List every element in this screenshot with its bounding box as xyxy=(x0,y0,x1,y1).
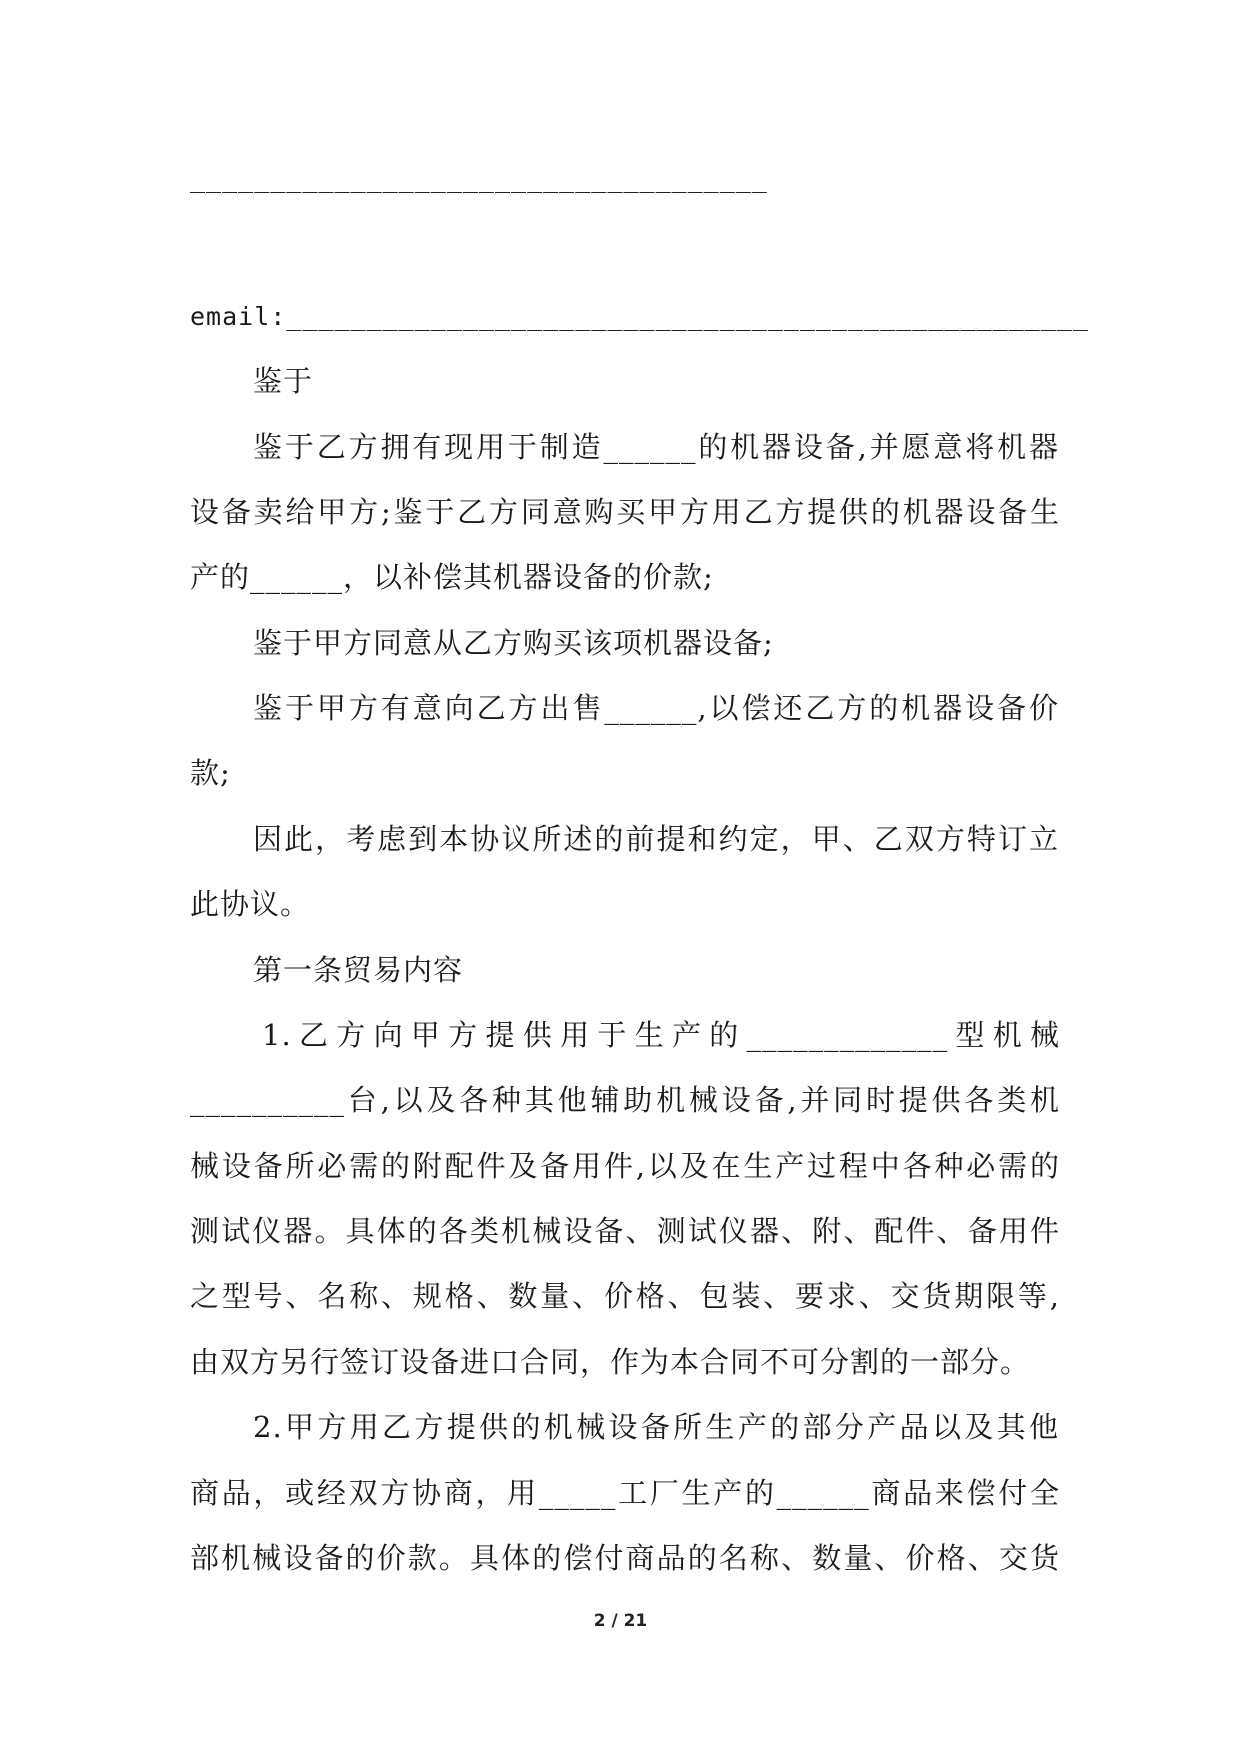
section-heading-article-1: 第一条贸易内容 xyxy=(253,953,464,987)
clause-2-line: 商品，或经双方协商，用_____工厂生产的______商品来偿付全 xyxy=(190,1476,1060,1510)
email-line: email:__________________________________________________ xyxy=(190,302,1089,331)
clause-1-line: 械设备所必需的附配件及备用件,以及在生产过程中各种必需的 xyxy=(190,1149,1060,1183)
clause-1-line: 由双方另行签订设备进口合同，作为本合同不可分割的一部分。 xyxy=(190,1345,1031,1379)
clause-2-line: 部机械设备的价款。具体的偿付商品的名称、数量、价格、交货 xyxy=(190,1541,1060,1575)
clause-1-line: 测试仪器。具体的各类机械设备、测试仪器、附、配件、备用件 xyxy=(190,1214,1060,1248)
page-number: 2 / 21 xyxy=(593,1611,648,1631)
section-heading-recital: 鉴于 xyxy=(253,364,314,398)
blank-underline: ____________________________________ xyxy=(190,164,768,193)
paragraph-line: 此协议。 xyxy=(190,887,311,921)
clause-1-line: 1.乙方向甲方提供用于生产的_____________型机械 xyxy=(262,1018,1060,1052)
paragraph-line: 鉴于甲方有意向乙方出售______,以偿还乙方的机器设备价 xyxy=(253,691,1059,725)
paragraph-line: 鉴于甲方同意从乙方购买该项机器设备; xyxy=(253,626,774,660)
paragraph-line: 因此，考虑到本协议所述的前提和约定，甲、乙双方特订立 xyxy=(253,822,1059,856)
clause-1-line: __________台,以及各种其他辅助机械设备,并同时提供各类机 xyxy=(190,1083,1060,1117)
paragraph-line: 鉴于乙方拥有现用于制造______的机器设备,并愿意将机器 xyxy=(253,430,1059,464)
paragraph-line: 设备卖给甲方;鉴于乙方同意购买甲方用乙方提供的机器设备生 xyxy=(190,495,1060,529)
paragraph-line: 款; xyxy=(190,756,231,790)
clause-1-line: 之型号、名称、规格、数量、价格、包装、要求、交货期限等, xyxy=(190,1279,1060,1313)
paragraph-line: 产的______，以补偿其机器设备的价款; xyxy=(190,560,714,594)
clause-2-line: 2.甲方用乙方提供的机械设备所生产的部分产品以及其他 xyxy=(253,1410,1059,1444)
